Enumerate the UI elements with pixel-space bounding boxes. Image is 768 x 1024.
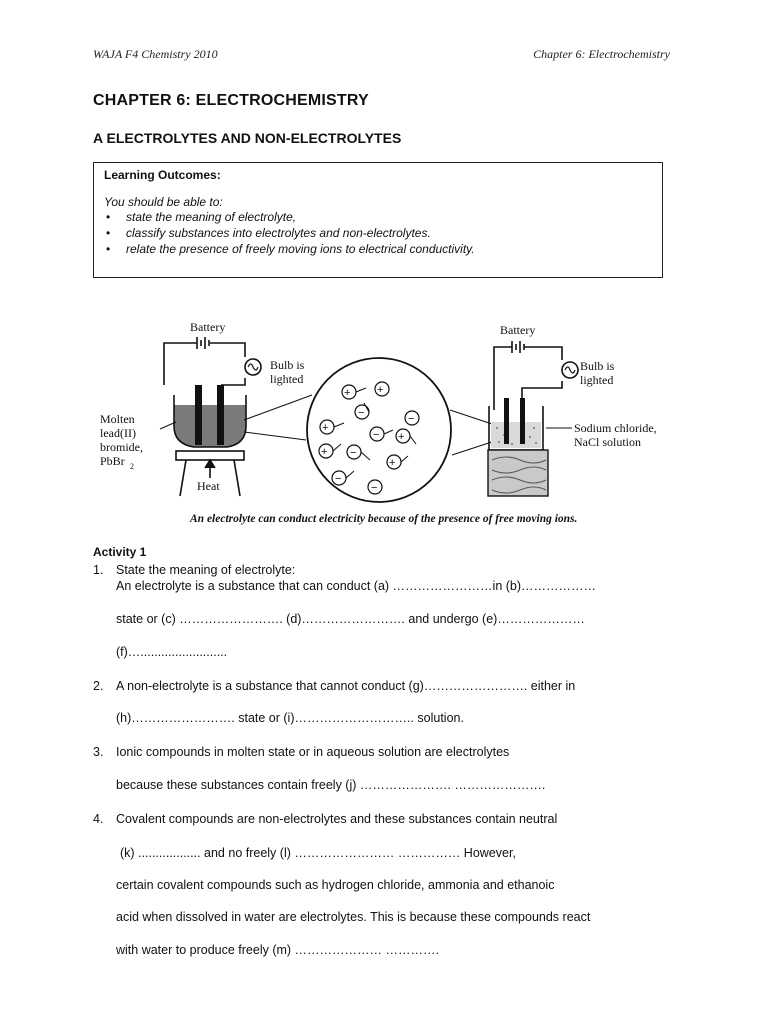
question-1-line: An electrolyte is a substance that can conduct (a) ……………………in (b)……………… xyxy=(116,579,597,593)
learning-outcomes-intro: You should be able to: xyxy=(104,195,223,209)
svg-text:−: − xyxy=(371,482,378,494)
svg-text:−: − xyxy=(373,429,380,441)
question-1-line: state or (c) ……………………. (d)……………………. and undergo (e)………………… xyxy=(116,612,585,626)
svg-text:+: + xyxy=(321,446,328,458)
electrolyte-diagram xyxy=(94,310,672,530)
question-number: 4. xyxy=(93,812,104,826)
left-electrode-anode xyxy=(195,385,202,445)
svg-text:−: − xyxy=(335,473,342,485)
molten-label-4: PbBr xyxy=(100,454,125,468)
nacl-label-1: Sodium chloride, xyxy=(574,421,657,435)
svg-text:+: + xyxy=(322,422,329,434)
wooden-block xyxy=(488,450,548,496)
learning-outcomes-list xyxy=(104,209,652,257)
left-battery-icon xyxy=(197,337,209,349)
left-circuit xyxy=(164,343,245,385)
running-header-left: WAJA F4 Chemistry 2010 xyxy=(93,47,218,61)
molten-label-2: lead(II) xyxy=(100,426,136,440)
svg-text:−: − xyxy=(358,407,365,419)
svg-text:+: + xyxy=(377,384,384,396)
chapter-title: CHAPTER 6: ELECTROCHEMISTRY xyxy=(93,92,369,109)
question-4-line: acid when dissolved in water are electrolytes. This is because these compounds react xyxy=(116,910,591,924)
question-3-line: Ionic compounds in molten state or in aqueous solution are electrolytes xyxy=(116,745,510,759)
question-2-line: (h)……………………. state or (i)……………………….. solution. xyxy=(116,711,464,725)
svg-text:+: + xyxy=(398,431,405,443)
question-1-line: State the meaning of electrolyte: xyxy=(116,563,296,577)
left-bulb-label-1: Bulb is xyxy=(270,358,305,372)
left-battery-label: Battery xyxy=(190,320,226,334)
molten-label-subscript: 2 xyxy=(130,462,134,471)
right-bulb-label-1: Bulb is xyxy=(580,359,615,373)
heat-arrow xyxy=(205,460,215,478)
svg-text:+: + xyxy=(389,457,396,469)
learning-outcome-item: • state the meaning of electrolyte, xyxy=(104,209,652,225)
right-electrode-anode xyxy=(504,398,509,444)
activity-title: Activity 1 xyxy=(93,545,147,559)
right-bulb-label-2: lighted xyxy=(580,373,614,387)
section-title: A ELECTROLYTES AND NON-ELECTROLYTES xyxy=(93,130,402,146)
question-2-line: A non-electrolyte is a substance that cannot conduct (g)……………………. either in xyxy=(116,679,576,693)
question-4-line: certain covalent compounds such as hydrogen chloride, ammonia and ethanoic xyxy=(116,878,555,892)
left-crucible xyxy=(174,395,246,447)
left-electrode-cathode xyxy=(217,385,224,445)
svg-text:+: + xyxy=(344,387,351,399)
right-battery-icon xyxy=(512,341,524,353)
question-number: 2. xyxy=(93,679,104,693)
svg-text:−: − xyxy=(350,447,357,459)
question-4-line: with water to produce freely (m) ………………… …………. xyxy=(116,943,439,957)
running-header-right: Chapter 6: Electrochemistry xyxy=(533,47,670,61)
left-bulb-icon xyxy=(245,359,261,375)
learning-outcome-item: • classify substances into electrolytes and non-electrolytes. xyxy=(104,225,652,241)
learning-outcomes-title: Learning Outcomes: xyxy=(104,168,221,182)
heat-label: Heat xyxy=(197,479,220,493)
question-4-line: Covalent compounds are non-electrolytes and these substances contain neutral xyxy=(116,812,558,826)
svg-text:−: − xyxy=(408,413,415,425)
figure-caption: An electrolyte can conduct electricity because of the presence of free moving ions. xyxy=(190,513,578,525)
learning-outcomes-box xyxy=(93,162,663,278)
left-bulb-label-2: lighted xyxy=(270,372,304,386)
question-3-line: because these substances contain freely (j) …………………. …………………. xyxy=(116,778,546,792)
right-battery-label: Battery xyxy=(500,323,536,337)
nacl-label-2: NaCl solution xyxy=(574,435,642,449)
question-4-line: (k) .................. and no freely (l) …………………… …………… However, xyxy=(120,846,516,860)
molten-label-3: bromide, xyxy=(100,440,143,454)
question-number: 3. xyxy=(93,745,104,759)
question-1-line: (f)…......................... xyxy=(116,645,228,659)
question-number: 1. xyxy=(93,563,104,577)
right-bulb-icon xyxy=(562,362,578,378)
learning-outcome-item: • relate the presence of freely moving ions to electrical conductivity. xyxy=(104,241,652,257)
right-electrode-cathode xyxy=(520,398,525,444)
molten-label-1: Molten xyxy=(100,412,135,426)
